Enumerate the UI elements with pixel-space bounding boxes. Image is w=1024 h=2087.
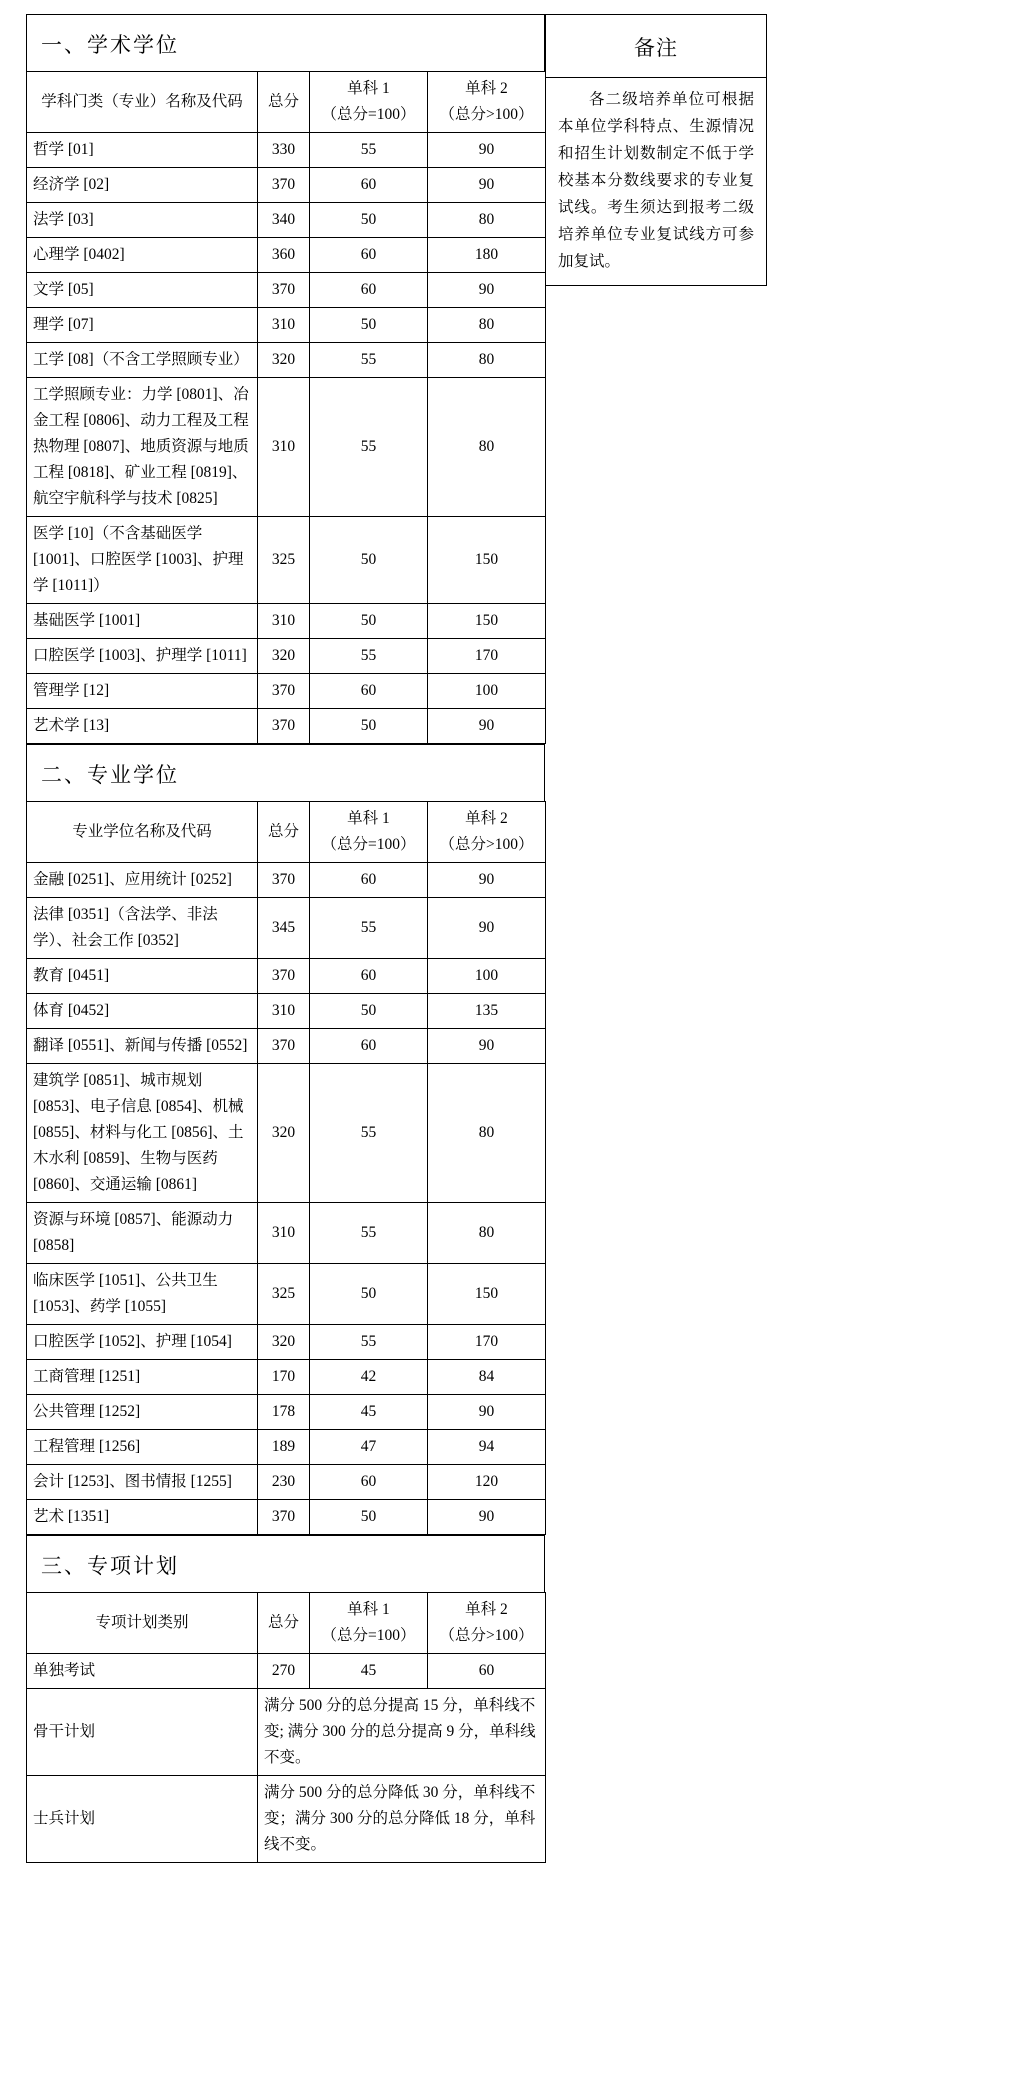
row-total: 325 [258,1264,310,1325]
row-name: 心理学 [0402] [27,238,258,273]
header-total: 总分 [258,1593,310,1654]
row-name: 翻译 [0551]、新闻与传播 [0552] [27,1029,258,1064]
row-subject2: 84 [428,1360,546,1395]
row-name: 经济学 [02] [27,168,258,203]
section-title-special-plan: 三、专项计划 [26,1535,545,1592]
table-row [27,1465,546,1500]
row-name: 理学 [07] [27,308,258,343]
row-total: 370 [258,273,310,308]
row-subject2: 90 [428,1395,546,1430]
table-header-row [27,802,546,863]
row-subject2: 80 [428,1203,546,1264]
row-subject2: 80 [428,308,546,343]
row-subject1: 55 [310,378,428,517]
row-name: 哲学 [01] [27,133,258,168]
table-row [27,1064,546,1203]
header-total: 总分 [258,72,310,133]
row-subject1: 55 [310,343,428,378]
row-subject2: 80 [428,203,546,238]
row-total: 320 [258,343,310,378]
row-subject2: 90 [428,168,546,203]
row-subject2: 170 [428,1325,546,1360]
row-subject1: 60 [310,1029,428,1064]
row-total: 345 [258,898,310,959]
table-header-row [27,72,546,133]
row-name: 临床医学 [1051]、公共卫生 [1053]、药学 [1055] [27,1264,258,1325]
row-subject1: 47 [310,1430,428,1465]
header-subject2-line2: （总分>100） [439,106,534,123]
row-subject1: 42 [310,1360,428,1395]
table-academic [26,71,546,744]
header-total: 总分 [258,802,310,863]
row-name: 医学 [10]（不含基础医学 [1001]、口腔医学 [1003]、护理学 [1011]） [27,517,258,604]
row-subject2: 80 [428,378,546,517]
header-subject2 [428,72,546,133]
table-row [27,133,546,168]
table-academic-wrapper [26,71,545,744]
row-name: 艺术学 [13] [27,709,258,744]
row-subject1: 60 [310,273,428,308]
header-subject2 [428,802,546,863]
table-row [27,959,546,994]
table-professional [26,801,546,1535]
table-row [27,674,546,709]
row-name: 建筑学 [0851]、城市规划 [0853]、电子信息 [0854]、机械 [0855]、材料与化工 [0856]、土木水利 [0859]、生物与医药 [0860]、交通运输 [0861] [27,1064,258,1203]
row-subject1: 55 [310,1064,428,1203]
row-subject1: 45 [310,1395,428,1430]
row-name: 基础医学 [1001] [27,604,258,639]
section-title-professional: 二、专业学位 [26,744,545,801]
row-subject1: 55 [310,133,428,168]
row-name: 工学 [08]（不含工学照顾专业） [27,343,258,378]
row-total: 360 [258,238,310,273]
row-total: 170 [258,1360,310,1395]
row-total: 320 [258,1064,310,1203]
row-note: 满分 500 分的总分提高 15 分，单科线不变; 满分 300 分的总分提高 9 分，单科线不变。 [258,1689,546,1776]
row-subject2: 90 [428,898,546,959]
table-professional-wrapper [26,801,545,1535]
row-subject1: 55 [310,898,428,959]
row-subject2: 90 [428,133,546,168]
row-total: 330 [258,133,310,168]
header-subject2 [428,1593,546,1654]
row-total: 370 [258,959,310,994]
row-total: 370 [258,1500,310,1535]
row-subject2: 150 [428,604,546,639]
row-total: 325 [258,517,310,604]
row-subject2: 90 [428,709,546,744]
row-name: 艺术 [1351] [27,1500,258,1535]
row-total: 270 [258,1654,310,1689]
row-total: 370 [258,674,310,709]
header-subject1-line2: （总分=100） [321,1627,416,1644]
row-name: 法律 [0351]（含法学、非法学）、社会工作 [0352] [27,898,258,959]
main-tables-column [26,14,545,1863]
row-name: 公共管理 [1252] [27,1395,258,1430]
row-total: 178 [258,1395,310,1430]
row-name: 工程管理 [1256] [27,1430,258,1465]
row-name: 口腔医学 [1052]、护理 [1054] [27,1325,258,1360]
table-row [27,1500,546,1535]
table-row [27,709,546,744]
row-subject1: 50 [310,604,428,639]
row-subject2: 94 [428,1430,546,1465]
row-subject2: 100 [428,674,546,709]
row-total: 310 [258,378,310,517]
table-row [27,1360,546,1395]
row-total: 370 [258,1029,310,1064]
row-name: 单独考试 [27,1654,258,1689]
row-subject1: 50 [310,203,428,238]
row-name: 文学 [05] [27,273,258,308]
table-row [27,863,546,898]
row-total: 370 [258,168,310,203]
row-total: 310 [258,994,310,1029]
header-subject2-line1: 单科 2 [465,80,508,97]
row-total: 189 [258,1430,310,1465]
row-subject2: 100 [428,959,546,994]
header-subject1-line1: 单科 1 [347,1601,390,1618]
table-row [27,517,546,604]
table-row [27,1654,546,1689]
row-subject2: 150 [428,1264,546,1325]
row-subject2: 170 [428,639,546,674]
row-subject1: 60 [310,959,428,994]
header-subject1 [310,72,428,133]
header-name: 专项计划类别 [27,1593,258,1654]
row-name: 资源与环境 [0857]、能源动力 [0858] [27,1203,258,1264]
table-row [27,994,546,1029]
table-row [27,1029,546,1064]
header-subject2-line2: （总分>100） [439,1627,534,1644]
row-subject1: 50 [310,709,428,744]
row-subject1: 50 [310,1264,428,1325]
row-total: 370 [258,709,310,744]
row-total: 320 [258,1325,310,1360]
table-row [27,898,546,959]
table-row [27,1776,546,1863]
row-total: 340 [258,203,310,238]
table-row [27,378,546,517]
row-total: 230 [258,1465,310,1500]
table-row [27,1264,546,1325]
row-name: 法学 [03] [27,203,258,238]
row-total: 310 [258,308,310,343]
table-row [27,1395,546,1430]
header-subject2-line1: 单科 2 [465,1601,508,1618]
row-total: 320 [258,639,310,674]
header-subject2-line1: 单科 2 [465,810,508,827]
row-name: 士兵计划 [27,1776,258,1863]
header-name: 学科门类（专业）名称及代码 [27,72,258,133]
row-subject1: 50 [310,308,428,343]
document-layout [0,14,1024,1863]
header-subject1-line1: 单科 1 [347,80,390,97]
row-subject2: 120 [428,1465,546,1500]
row-name: 工学照顾专业：力学 [0801]、冶金工程 [0806]、动力工程及工程热物理 [0807]、地质资源与地质工程 [0818]、矿业工程 [0819]、航空宇航科学与技术 [0825] [27,378,258,517]
table-row [27,639,546,674]
row-name: 骨干计划 [27,1689,258,1776]
row-subject2: 90 [428,1500,546,1535]
remark-title: 备注 [546,15,766,78]
header-name: 专业学位名称及代码 [27,802,258,863]
section-title-academic: 一、学术学位 [26,14,545,71]
header-subject1-line1: 单科 1 [347,810,390,827]
row-subject1: 60 [310,168,428,203]
table-row [27,238,546,273]
row-subject2: 90 [428,273,546,308]
row-subject1: 45 [310,1654,428,1689]
row-subject1: 60 [310,1465,428,1500]
table-row [27,1689,546,1776]
row-subject2: 80 [428,343,546,378]
header-subject2-line2: （总分>100） [439,836,534,853]
row-name: 金融 [0251]、应用统计 [0252] [27,863,258,898]
remark-text: 各二级培养单位可根据本单位学科特点、生源情况和招生计划数制定不低于学校基本分数线要求的专业复试线。考生须达到报考二级培养单位专业复试线方可参加复试。 [558,91,754,270]
row-subject1: 50 [310,517,428,604]
row-note: 满分 500 分的总分降低 30 分，单科线不变；满分 300 分的总分降低 18 分，单科线不变。 [258,1776,546,1863]
table-special-plan-wrapper [26,1592,545,1863]
table-header-row [27,1593,546,1654]
row-subject1: 55 [310,1203,428,1264]
row-subject1: 50 [310,1500,428,1535]
table-row [27,343,546,378]
header-subject1-line2: （总分=100） [321,836,416,853]
row-subject1: 55 [310,639,428,674]
table-row [27,308,546,343]
header-subject1-line2: （总分=100） [321,106,416,123]
row-subject1: 60 [310,674,428,709]
table-row [27,1430,546,1465]
table-special-plan [26,1592,546,1863]
row-total: 310 [258,604,310,639]
table-row [27,1325,546,1360]
row-subject1: 55 [310,1325,428,1360]
row-subject1: 60 [310,238,428,273]
row-name: 工商管理 [1251] [27,1360,258,1395]
header-subject1 [310,1593,428,1654]
table-row [27,1203,546,1264]
row-subject2: 90 [428,863,546,898]
row-subject2: 180 [428,238,546,273]
row-subject1: 50 [310,994,428,1029]
remark-column [545,14,767,286]
row-name: 体育 [0452] [27,994,258,1029]
row-subject2: 80 [428,1064,546,1203]
row-subject2: 135 [428,994,546,1029]
table-row [27,203,546,238]
row-subject2: 60 [428,1654,546,1689]
row-name: 口腔医学 [1003]、护理学 [1011] [27,639,258,674]
row-name: 管理学 [12] [27,674,258,709]
row-name: 会计 [1253]、图书情报 [1255] [27,1465,258,1500]
row-total: 310 [258,1203,310,1264]
row-subject2: 90 [428,1029,546,1064]
table-row [27,604,546,639]
row-name: 教育 [0451] [27,959,258,994]
table-row [27,168,546,203]
table-row [27,273,546,308]
row-total: 370 [258,863,310,898]
row-subject1: 60 [310,863,428,898]
row-subject2: 150 [428,517,546,604]
header-subject1 [310,802,428,863]
remark-body [546,78,766,285]
